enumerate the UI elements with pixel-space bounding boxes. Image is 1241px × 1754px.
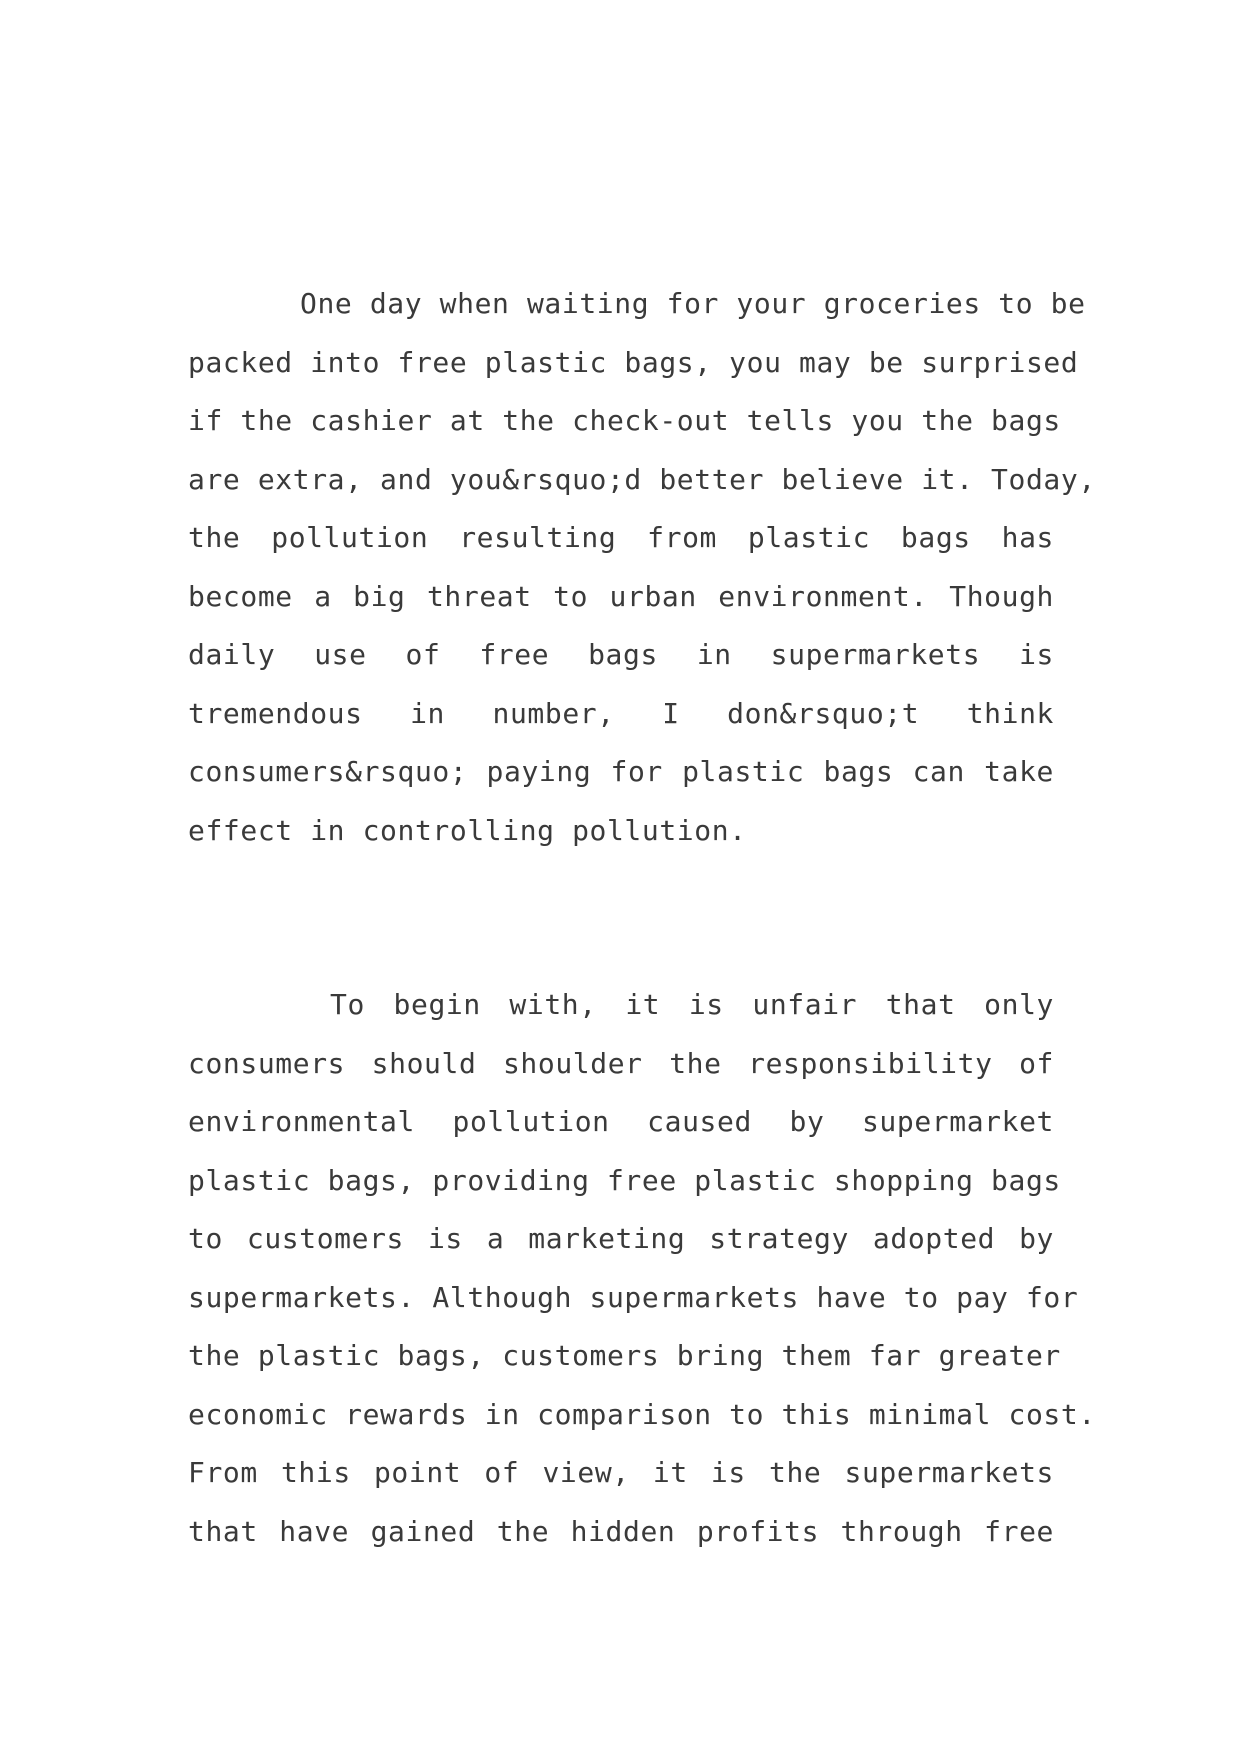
text-line: tremendous in number, I don&rsquo;t think [188,696,1054,730]
text-line: effect in controlling pollution. [188,813,747,847]
text-line: the plastic bags, customers bring them far greater [188,1339,1061,1372]
text-line: if the cashier at the check-out tells you the bags [188,404,1061,437]
text-line: are extra, and you&rsquo;d better believe it. Today, [188,462,1096,496]
paragraph-argument [188,976,1096,1561]
text-line: that have gained the hidden profits through free [188,1514,1054,1548]
text-line: daily use of free bags in supermarkets is [188,638,1054,671]
text-line: become a big threat to urban environment. Though [188,579,1054,613]
text-line: supermarkets. Although supermarkets have to pay for [188,1280,1079,1314]
text-line: packed into free plastic bags, you may be surprised [188,345,1079,379]
text-line: environmental pollution caused by supermarket [188,1105,1054,1138]
text-line: consumers&rsquo; paying for plastic bags can take [188,755,1054,788]
text-line: the pollution resulting from plastic bags has [188,521,1054,554]
text-line: To begin with, it is unfair that only [330,988,1054,1021]
paragraph-intro [188,275,1096,860]
text-line: plastic bags, providing free plastic shopping bags [188,1163,1061,1197]
text-line: One day when waiting for your groceries to be [300,287,1086,320]
text-line: From this point of view, it is the supermarkets [188,1456,1054,1489]
text-line: economic rewards in comparison to this minimal cost. [188,1397,1096,1431]
text-line: to customers is a marketing strategy adopted by [188,1222,1054,1255]
text-line: consumers should shoulder the responsibility of [188,1046,1054,1080]
